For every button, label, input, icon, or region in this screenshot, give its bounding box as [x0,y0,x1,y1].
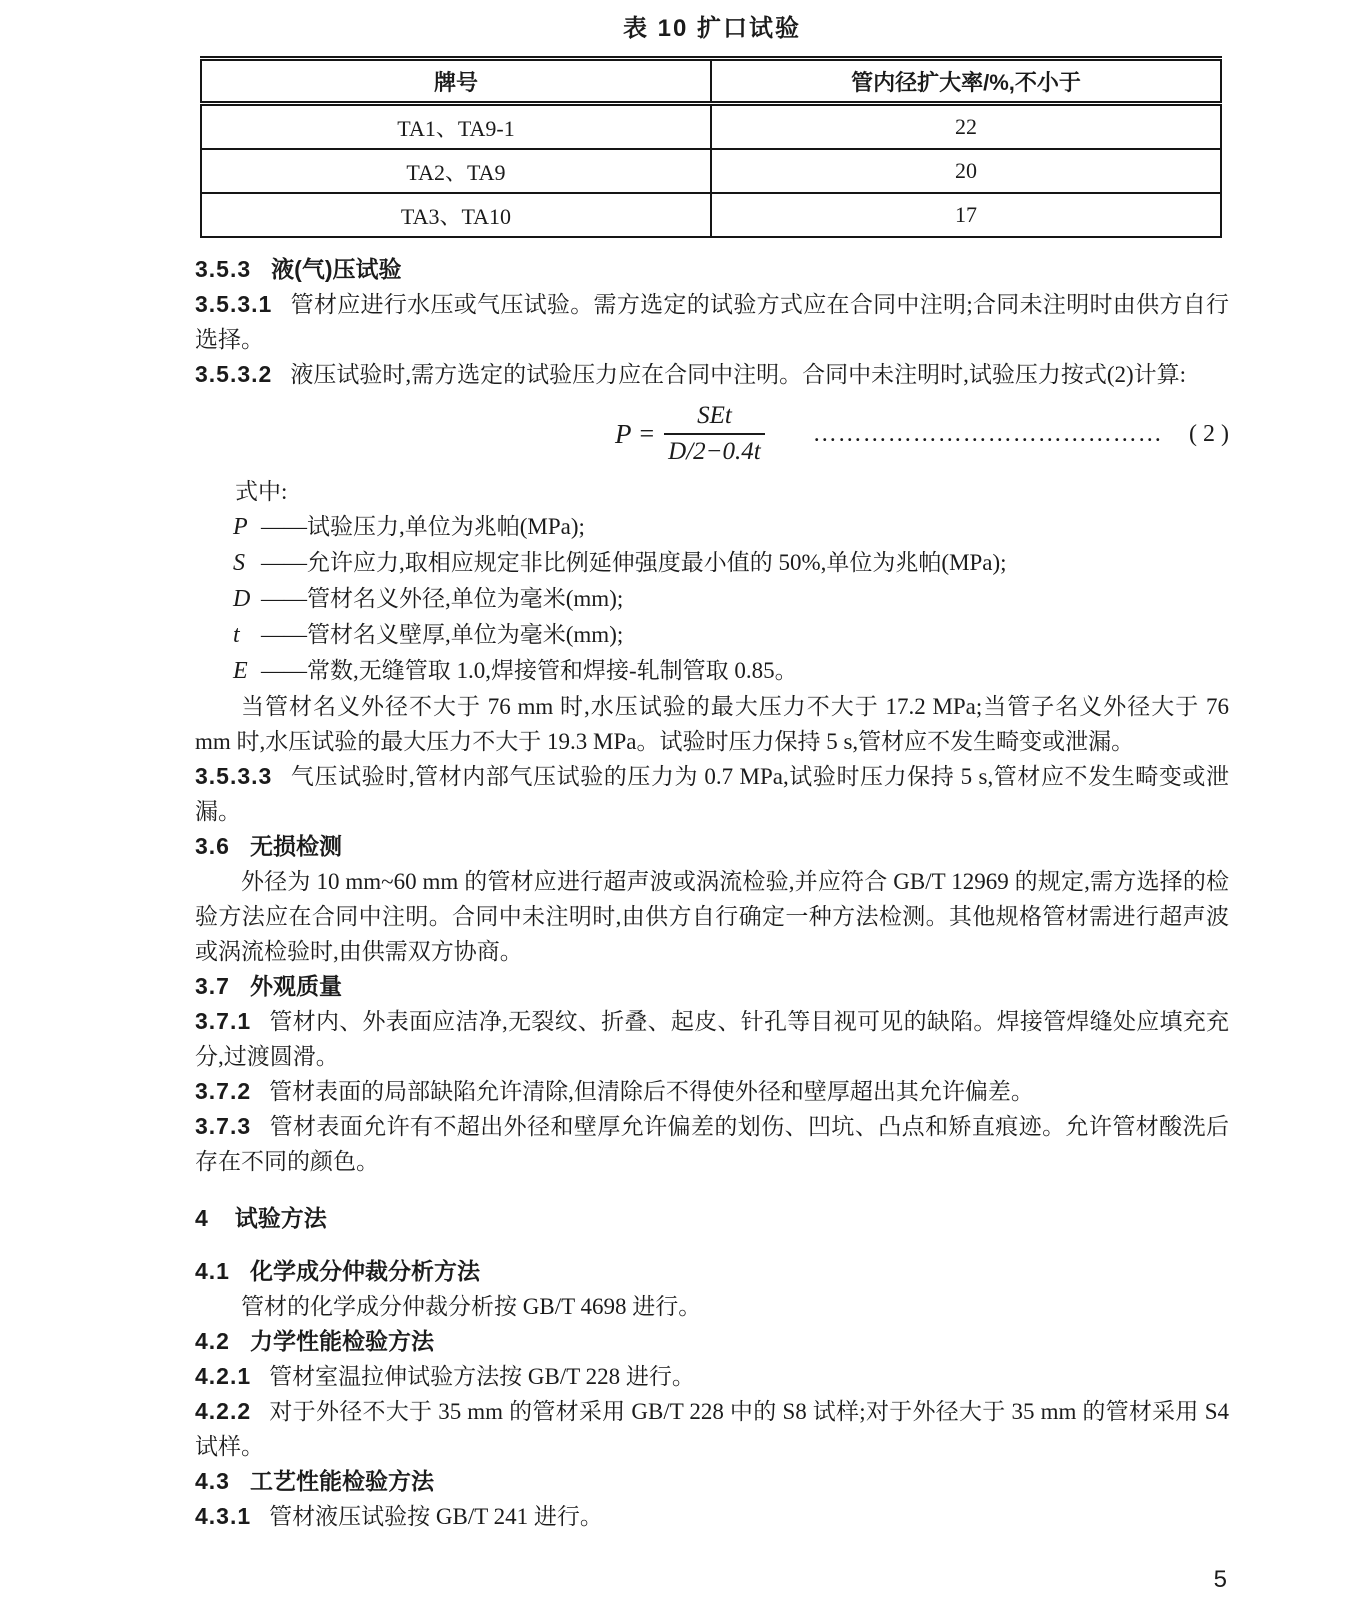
definition-D [195,581,1229,617]
clause-4-2-1 [195,1359,1229,1394]
table-header-row [201,59,1221,104]
dash: —— [261,514,307,539]
heading-text: 力学性能检验方法 [249,1328,434,1354]
heading-4 [195,1201,1229,1236]
clause-text: 液压试验时,需方选定的试验压力应在合同中注明。合同中未注明时,试验压力按式(2)计算: [290,362,1187,387]
dash: —— [261,658,307,683]
definition-text: 试验压力,单位为兆帕(MPa); [307,514,585,539]
equation-leader-dots: …………………………………… [812,420,1163,447]
clause-number: 3.6 [195,833,230,859]
symbol: t [233,622,240,648]
clause-number: 4 [195,1205,209,1231]
fraction-denominator: D/2−0.4t [668,438,761,465]
clause-4-2-2 [195,1394,1229,1464]
clause-number: 3.7 [195,973,230,999]
clause-number: 4.2.2 [195,1398,252,1424]
clause-number: 3.7.1 [195,1008,252,1034]
table-title: 表 10 扩口试验 [622,15,802,42]
symbol: P [233,514,248,540]
where-label: 式中: [235,479,288,504]
clause-text: 管材表面允许有不超出外径和壁厚允许偏差的划伤、凹坑、凸点和矫直痕迹。允许管材酸洗后存在不同的颜色。 [195,1114,1229,1174]
definition-t [195,617,1229,653]
paragraph-ndt: 外径为 10 mm~60 mm 的管材应进行超声波或涡流检验,并应符合 GB/T 12969 的规定,需方选择的检验方法应在合同中注明。合同中未注明时,由供方自行确定一种方法检测。其他规格管材需进行超声波或涡流检验时,由供需双方协商。 [195,869,1229,964]
heading-text: 无损检测 [249,833,342,859]
symbol: E [233,658,248,684]
clause-3-5-3-3 [195,759,1229,829]
clause-text: 对于外径不大于 35 mm 的管材采用 GB/T 228 中的 S8 试样;对于外径大于 35 mm 的管材采用 S4 试样。 [195,1399,1229,1459]
dash: —— [261,622,307,647]
heading-text: 化学成分仲裁分析方法 [249,1258,480,1284]
clause-number: 3.5.3 [195,256,252,282]
clause-number: 3.5.3.2 [195,361,273,387]
clause-3-7-1 [195,1004,1229,1074]
equation-number: ( 2 ) [1189,420,1229,447]
clause-number: 3.5.3.3 [195,763,273,789]
table-header-grade: 牌号 [201,59,711,104]
definition-text: 常数,无缝管取 1.0,焊接管和焊接-轧制管取 0.85。 [307,658,798,683]
clause-number: 4.2.1 [195,1363,252,1389]
dash: —— [261,586,307,611]
flaring-test-table [200,56,1222,238]
grade-cell: TA3、TA10 [201,193,711,237]
clause-number: 3.5.3.1 [195,291,273,317]
clause-number: 3.7.2 [195,1078,252,1104]
formula-fraction [664,401,765,467]
symbol: S [233,550,245,576]
definition-P [195,509,1229,545]
equation-2 [195,392,1229,474]
table-row [201,104,1221,150]
definition-S [195,545,1229,581]
definition-text: 管材名义壁厚,单位为毫米(mm); [307,622,624,647]
heading-text: 液(气)压试验 [271,256,402,282]
paragraph-chemical-analysis: 管材的化学成分仲裁分析按 GB/T 4698 进行。 [241,1294,702,1319]
clause-3-5-3-2 [195,357,1229,392]
clause-4-3-1 [195,1499,1229,1534]
heading-4-3 [195,1464,1229,1499]
clause-number: 4.1 [195,1258,230,1284]
clause-3-7-3 [195,1109,1229,1179]
clause-number: 4.3.1 [195,1503,252,1529]
definition-text: 允许应力,取相应规定非比例延伸强度最小值的 50%,单位为兆帕(MPa); [307,550,1007,575]
table-header-rate: 管内径扩大率/%,不小于 [711,59,1221,104]
definition-E [195,653,1229,689]
heading-3-7 [195,969,1229,1004]
fraction-numerator: SEt [664,401,765,435]
rate-cell: 17 [711,193,1221,237]
clause-text: 管材室温拉伸试验方法按 GB/T 228 进行。 [269,1364,695,1389]
formula-equals: = [639,419,655,448]
heading-text: 工艺性能检验方法 [249,1468,434,1494]
definition-text: 管材名义外径,单位为毫米(mm); [307,586,624,611]
heading-4-2 [195,1324,1229,1359]
clause-text: 气压试验时,管材内部气压试验的压力为 0.7 MPa,试验时压力保持 5 s,管材应不发生畸变或泄漏。 [195,764,1229,824]
clause-text: 管材表面的局部缺陷允许清除,但清除后不得使外径和壁厚超出其允许偏差。 [269,1079,1034,1104]
clause-text: 管材应进行水压或气压试验。需方选定的试验方式应在合同中注明;合同未注明时由供方自行选择。 [195,292,1229,352]
table-row [201,193,1221,237]
clause-text: 管材内、外表面应洁净,无裂纹、折叠、起皮、针孔等目视可见的缺陷。焊接管焊缝处应填充充分,过渡圆滑。 [195,1009,1229,1069]
rate-cell: 20 [711,149,1221,193]
heading-3-5-3 [195,252,1229,287]
heading-text: 外观质量 [249,973,342,999]
heading-3-6 [195,829,1229,864]
clause-3-7-2 [195,1074,1229,1109]
clause-number: 4.2 [195,1328,230,1354]
heading-4-1 [195,1254,1229,1289]
formula-lhs: P [615,418,632,449]
clause-number: 3.7.3 [195,1113,252,1139]
dash: —— [261,550,307,575]
grade-cell: TA2、TA9 [201,149,711,193]
heading-text: 试验方法 [234,1205,327,1231]
symbol: D [233,586,251,612]
grade-cell: TA1、TA9-1 [201,104,711,150]
paragraph-pressure-limits: 当管材名义外径不大于 76 mm 时,水压试验的最大压力不大于 17.2 MPa;当管子名义外径大于 76 mm 时,水压试验的最大压力不大于 19.3 MPa。试验时压力保持 5 s,管材应不发生畸变或泄漏。 [195,694,1229,754]
clause-number: 4.3 [195,1468,230,1494]
clause-text: 管材液压试验按 GB/T 241 进行。 [269,1504,603,1529]
clause-3-5-3-1 [195,287,1229,357]
rate-cell: 22 [711,104,1221,150]
page-number: 5 [1213,1566,1227,1593]
table-row [201,149,1221,193]
